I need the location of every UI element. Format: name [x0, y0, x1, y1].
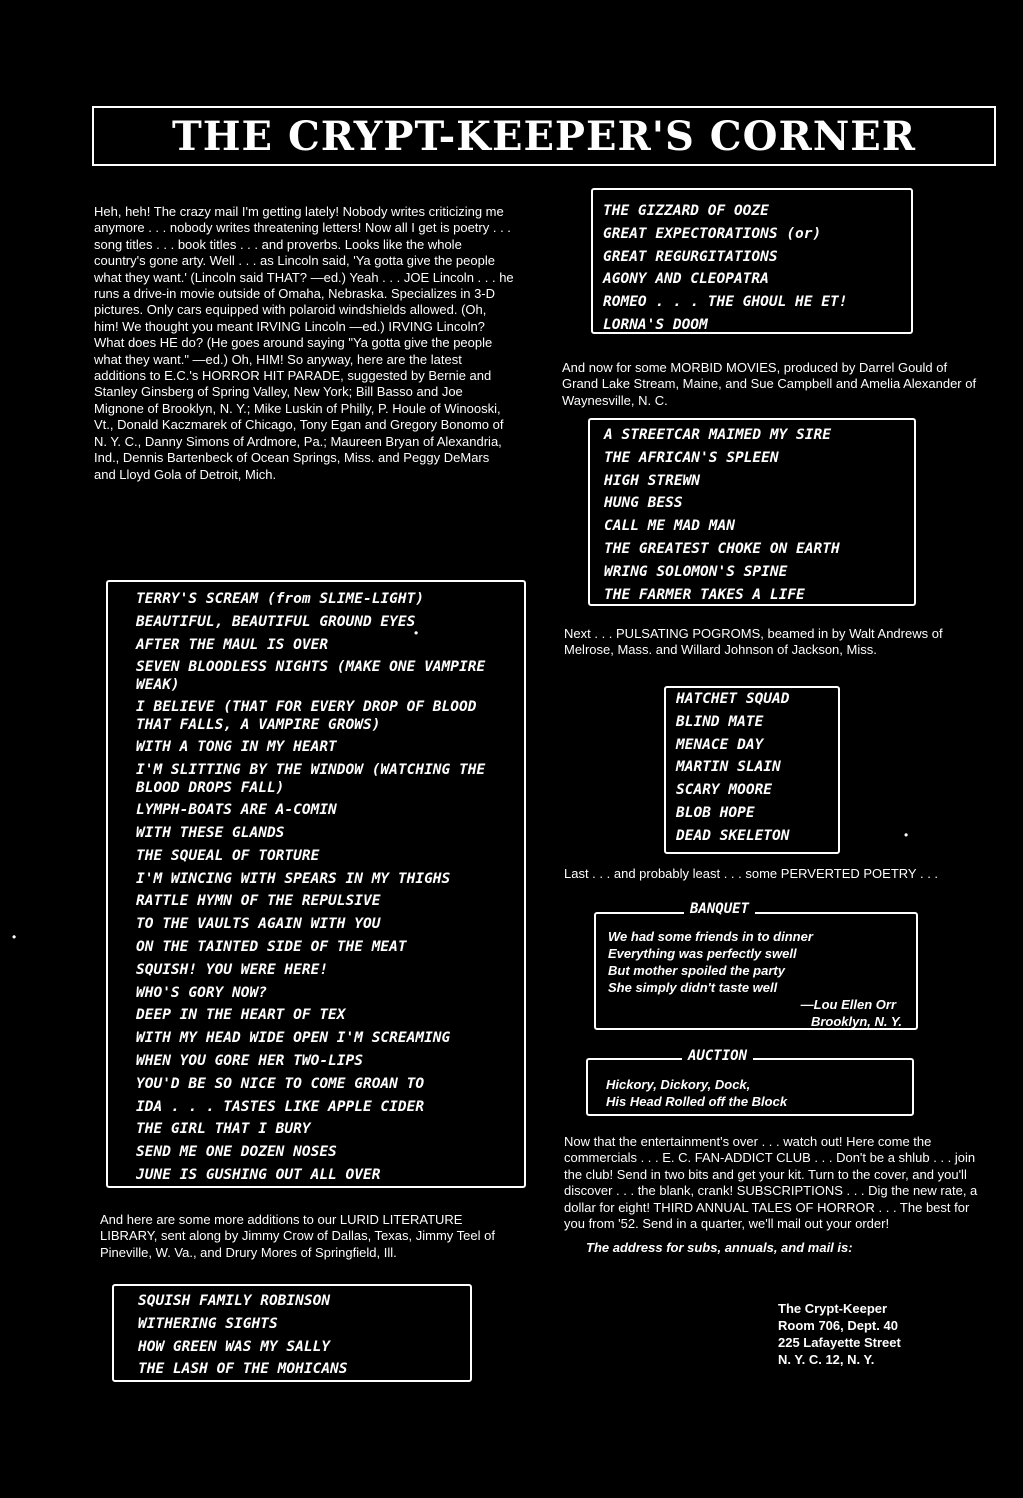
list-item: DEEP IN THE HEART OF TEX: [136, 1007, 346, 1024]
intro-paragraph: Heh, heh! The crazy mail I'm getting lately! Nobody writes criticizing me anymore . . . nobody writes threatening letters! Now all I get is poetry . . . song titles . . . book titles . . . and proverbs. Looks like the whole country's gone arty. Well . . . as Lincoln said, 'Ya gotta give the people what they want.' (Lincoln said THAT? —ed.) Yeah . . . JOE Lincoln . . . he runs a drive-in movie outside of Omaha, Nebraska. Specializes in 3-D pictures. Only cars equipped with polaroid windshields allowed. (Oh, him! We thought you meant IRVING Lincoln —ed.) IRVING Lincoln? What does HE do? (He goes around saying "Ya gotta give the people what they want." —ed.) Oh, HIM! So anyway, here are the latest additions to E.C.'s HORROR HIT PARADE, suggested by Bernie and Stanley Ginsberg of Spring Valley, New York; Bill Basso and Joe Mignone of Brooklyn, N. Y.; Mike Luskin of Philly, P. Houle of Winooski, Vt., Donald Kaczmarek of Chicago, Tony Egan and Gregory Bonomo of N. Y. C., Danny Simons of Ardmore, Pa.; Maureen Bryan of Alexandria, Ind., Dennis Bartenbeck of Ocean Springs, Miss. and Peggy DeMars and Lloyd Gola of Detroit, Mich.: [94, 204, 514, 482]
list-item: SQUISH! YOU WERE HERE!: [136, 961, 329, 978]
print-speck: •: [904, 828, 909, 842]
list-item: BLOB HOPE: [676, 804, 755, 821]
list-item: MARTIN SLAIN: [676, 759, 781, 776]
address-line: N. Y. C. 12, N. Y.: [778, 1352, 875, 1367]
list-item: WITH A TONG IN MY HEART: [136, 739, 337, 756]
list-item: SEND ME ONE DOZEN NOSES: [136, 1144, 337, 1161]
poem-line: But mother spoiled the party: [608, 963, 785, 978]
list-item: HOW GREEN WAS MY SALLY: [138, 1338, 331, 1355]
address-line: The Crypt-Keeper: [778, 1301, 888, 1316]
list-item: A STREETCAR MAIMED MY SIRE: [604, 427, 831, 443]
list-item: BEAUTIFUL, BEAUTIFUL GROUND EYES: [136, 613, 416, 630]
list-item: BLIND MATE: [676, 713, 764, 730]
list-item: WHEN YOU GORE HER TWO-LIPS: [136, 1052, 363, 1069]
list-item: GREAT EXPECTORATIONS (or): [603, 225, 822, 242]
address-line: 225 Lafayette Street: [778, 1335, 901, 1350]
banquet-poem-box: [594, 912, 918, 1030]
list-item: WRING SOLOMON'S SPINE: [604, 563, 788, 580]
outro-block: [564, 1134, 988, 1265]
list-item: ON THE TAINTED SIDE OF THE MEAT: [136, 938, 407, 955]
book-titles-box: [591, 188, 913, 334]
list-item: DEAD SKELETON: [676, 827, 790, 844]
poem-line: His Head Rolled off the Block: [606, 1094, 788, 1109]
list-item: SEVEN BLOODLESS NIGHTS (MAKE ONE VAMPIRE WEAK): [136, 659, 486, 694]
list-item: HIGH STREWN: [604, 472, 701, 489]
list-item: THE FARMER TAKES A LIFE: [604, 586, 805, 603]
pogroms-intro: Next . . . PULSATING POGROMS, beamed in by Walt Andrews of Melrose, Mass. and Willard Johnson of Jackson, Miss.: [564, 626, 943, 658]
page-title: THE CRYPT-KEEPER'S CORNER: [171, 112, 917, 160]
auction-poem-box: [586, 1058, 914, 1116]
list-item: WITH THESE GLANDS: [136, 824, 285, 841]
left-column: [94, 204, 514, 491]
list-item: GREAT REGURGITATIONS: [603, 248, 778, 265]
poem-line: We had some friends in to dinner: [608, 929, 813, 944]
print-speck: •: [12, 930, 17, 944]
list-item: TERRY'S SCREAM (from SLIME-LIGHT): [136, 591, 425, 607]
page-title-banner: [92, 106, 996, 166]
hit-parade-box: [106, 580, 526, 1188]
address-label: The address for subs, annuals, and mail is:: [586, 1240, 853, 1256]
list-item: WITHERING SIGHTS: [138, 1315, 278, 1332]
mailing-address: [778, 1300, 978, 1368]
poem-line: Hickory, Dickory, Dock,: [606, 1077, 751, 1092]
poem-credit: —Lou Ellen Orr: [800, 997, 896, 1012]
outro-paragraph: Now that the entertainment's over . . . watch out! Here come the commercials . . . E. C. FAN-ADDICT CLUB . . . Don't be a shlub . . . join the club! Send in two bits and get your kit. Turn to the cover, and you'll discover . . . the blank, crank! SUBSCRIPTIONS . . . Dig the new rate, a dollar for eight! THIRD ANNUAL TALES OF HORROR . . . The best for you from '52. Send in a quarter, we'll mail out your order!: [564, 1134, 978, 1232]
address-line: Room 706, Dept. 40: [778, 1318, 898, 1333]
list-item: AFTER THE MAUL IS OVER: [136, 636, 329, 653]
list-item: HUNG BESS: [604, 495, 683, 512]
list-item: LYMPH-BOATS ARE A-COMIN: [136, 802, 337, 819]
list-item: SCARY MOORE: [676, 782, 773, 799]
poetry-intro: Last . . . and probably least . . . some PERVERTED POETRY . . .: [564, 866, 939, 881]
movies-intro: And now for some MORBID MOVIES, produced by Darrel Gould of Grand Lake Stream, Maine, and Sue Campbell and Amelia Alexander of Waynesville, N. C.: [562, 360, 977, 408]
poem-line: She simply didn't taste well: [608, 980, 778, 995]
pogroms-box: [664, 686, 840, 854]
print-speck: •: [414, 626, 419, 640]
poem-line: Everything was perfectly swell: [608, 946, 797, 961]
library-intro-block: [100, 1212, 520, 1269]
list-item: MENACE DAY: [676, 736, 764, 753]
list-item: RATTLE HYMN OF THE REPULSIVE: [136, 893, 381, 910]
list-item: THE AFRICAN'S SPLEEN: [604, 449, 779, 466]
list-item: CALL ME MAD MAN: [604, 518, 735, 535]
list-item: WITH MY HEAD WIDE OPEN I'M SCREAMING: [136, 1030, 451, 1047]
list-item: ROMEO . . . THE GHOUL HE ET!: [603, 294, 848, 311]
list-item: JUNE IS GUSHING OUT ALL OVER: [136, 1166, 381, 1183]
list-item: IDA . . . TASTES LIKE APPLE CIDER: [136, 1098, 425, 1115]
library-box: [112, 1284, 472, 1382]
list-item: WHO'S GORY NOW?: [136, 984, 267, 1001]
list-item: LORNA'S DOOM: [603, 316, 708, 333]
poetry-intro-block: [564, 866, 988, 890]
list-item: I BELIEVE (THAT FOR EVERY DROP OF BLOOD THAT FALLS, A VAMPIRE GROWS): [136, 699, 477, 734]
library-intro: And here are some more additions to our LURID LITERATURE LIBRARY, sent along by Jimmy Crow of Dallas, Texas, Jimmy Teel of Pineville, W. Va., and Drury Mores of Springfield, Ill.: [100, 1212, 495, 1260]
list-item: THE LASH OF THE MOHICANS: [138, 1361, 348, 1378]
list-item: TO THE VAULTS AGAIN WITH YOU: [136, 916, 381, 933]
list-item: HATCHET SQUAD: [676, 691, 790, 707]
movies-intro-block: [562, 360, 986, 417]
movies-box: [588, 418, 916, 606]
list-item: SQUISH FAMILY ROBINSON: [138, 1293, 331, 1309]
poem-credit: Brooklyn, N. Y.: [810, 1014, 902, 1029]
list-item: THE SQUEAL OF TORTURE: [136, 847, 320, 864]
banquet-title: BANQUET: [684, 901, 755, 917]
pogroms-intro-block: [564, 626, 988, 667]
list-item: AGONY AND CLEOPATRA: [603, 271, 769, 288]
list-item: THE GREATEST CHOKE ON EARTH: [604, 540, 840, 557]
auction-title: AUCTION: [682, 1048, 753, 1064]
list-item: YOU'D BE SO NICE TO COME GROAN TO: [136, 1075, 425, 1092]
list-item: THE GIRL THAT I BURY: [136, 1121, 311, 1138]
list-item: THE GIZZARD OF OOZE: [603, 203, 769, 219]
list-item: I'M SLITTING BY THE WINDOW (WATCHING THE BLOOD DROPS FALL): [136, 762, 486, 797]
list-item: I'M WINCING WITH SPEARS IN MY THIGHS: [136, 870, 451, 887]
letters-page: [12, 88, 998, 1378]
